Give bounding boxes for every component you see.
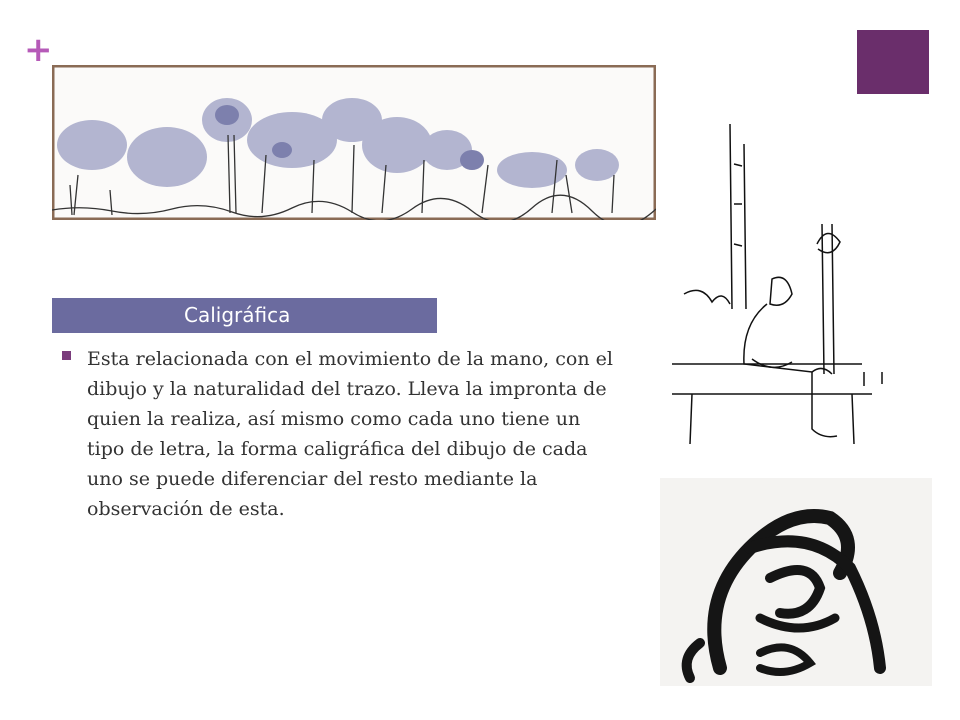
bullet-text: Esta relacionada con el movimiento de la mano, con el dibujo y la naturalidad del trazo. Lleva la impronta de quien la realiza, así mismo como cada uno tiene un tipo de letra, la forma caligráfica del dibujo de cada uno se puede diferenciar del resto mediante la observación de esta. xyxy=(87,348,613,520)
section-label-caligrafica: Caligráfica xyxy=(52,298,437,333)
watercolor-trees-drawing xyxy=(52,65,656,220)
brush-ink-figure xyxy=(660,478,932,686)
corner-accent-square xyxy=(857,30,929,94)
plus-icon: + xyxy=(24,30,53,70)
ink-sketch-seated-man xyxy=(672,124,892,449)
bullet-square-icon xyxy=(62,351,71,360)
bullet-item xyxy=(62,344,622,524)
